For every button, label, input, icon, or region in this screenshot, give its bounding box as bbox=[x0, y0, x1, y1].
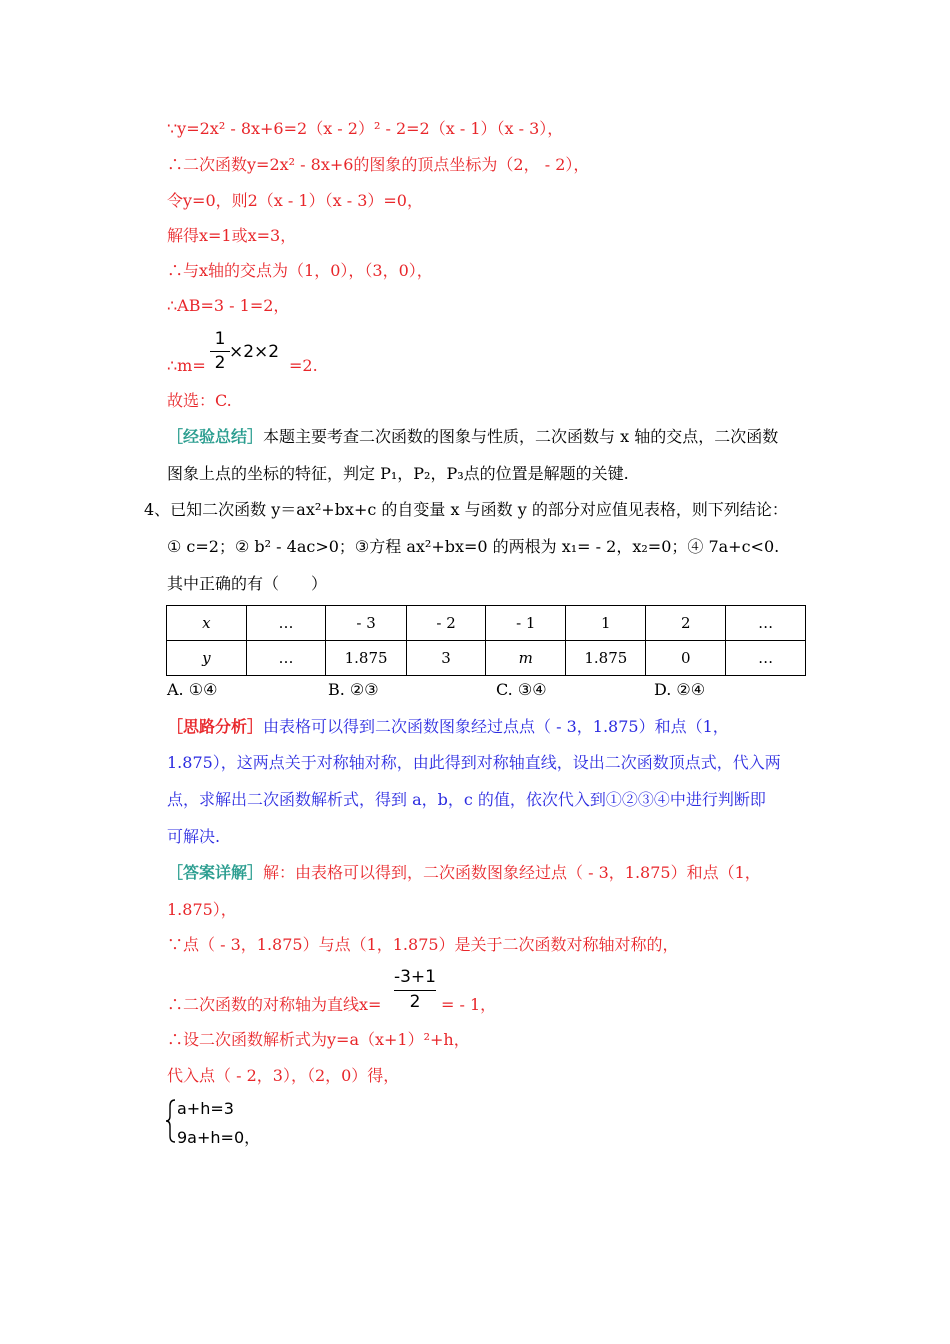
fraction-denominator: 2 bbox=[214, 353, 226, 373]
question-stem: 4、已知二次函数 y＝ax²+bx+c 的自变量 x 与函数 y 的部分对应值见表格，则下列结论： bbox=[144, 500, 788, 519]
analysis-line-3: 点，求解出二次函数解析式，得到 a，b，c 的值，依次代入到①②③④中进行判断即 bbox=[167, 790, 766, 809]
table-cell: 1 bbox=[566, 606, 646, 641]
table-cell: m bbox=[486, 641, 566, 676]
table-row bbox=[167, 641, 806, 676]
system-brace bbox=[165, 1098, 177, 1144]
table-cell: y bbox=[167, 641, 247, 676]
solution-line-4: 解得x=1或x=3， bbox=[167, 226, 297, 245]
answer-line-3: ∵点（ - 3，1.875）与点（1，1.875）是关于二次函数对称轴对称的， bbox=[167, 935, 679, 954]
table-cell: - 3 bbox=[326, 606, 406, 641]
table-cell: … bbox=[246, 606, 326, 641]
answer-line-2: 1.875）， bbox=[167, 900, 237, 919]
solution-line-7-suffix: =2. bbox=[289, 356, 318, 375]
solution-line-3: 令y=0，则2（x - 1）（x - 3）=0， bbox=[167, 191, 423, 210]
table-cell: - 2 bbox=[406, 606, 486, 641]
table-row bbox=[167, 606, 806, 641]
table-cell: x bbox=[167, 606, 247, 641]
table-cell: 1.875 bbox=[566, 641, 646, 676]
table-cell: … bbox=[726, 641, 806, 676]
answer-line-4-suffix: = - 1， bbox=[441, 995, 497, 1014]
option-a: A. ①④ bbox=[167, 680, 218, 699]
answer-choice-line: 故选：C. bbox=[167, 391, 232, 410]
question-prompt: 其中正确的有（ ） bbox=[167, 574, 328, 593]
solution-line-1: ∵y=2x² - 8x+6=2（x - 2）² - 2=2（x - 1）（x - 3）， bbox=[167, 119, 564, 138]
value-table bbox=[166, 605, 806, 676]
table-cell: - 1 bbox=[486, 606, 566, 641]
answer-line-4-prefix: ∴二次函数的对称轴为直线x= bbox=[167, 995, 382, 1014]
option-c: C. ③④ bbox=[496, 680, 547, 699]
system-equation-2: 9a+h=0， bbox=[177, 1128, 261, 1147]
summary-text-1: 本题主要考查二次函数的图象与性质，二次函数与 x 轴的交点，二次函数 bbox=[263, 427, 779, 446]
table-cell: 3 bbox=[406, 641, 486, 676]
answer-line-5: ∴设二次函数解析式为y=a（x+1）²+h， bbox=[167, 1030, 470, 1049]
solution-line-6: ∴AB=3 - 1=2， bbox=[167, 296, 290, 315]
axis-fraction-denominator: 2 bbox=[409, 992, 421, 1012]
fraction-numerator: 1 bbox=[214, 329, 226, 349]
axis-fraction-numerator: -3+1 bbox=[393, 967, 436, 987]
solution-line-2: ∴二次函数y=2x² - 8x+6的图象的顶点坐标为（2， - 2）， bbox=[167, 155, 590, 174]
table-cell: 0 bbox=[646, 641, 726, 676]
analysis-line-1 bbox=[167, 717, 729, 737]
axis-fraction-bar bbox=[394, 990, 436, 991]
system-equation-1: a+h=3 bbox=[177, 1099, 234, 1118]
solution-line-7-prefix: ∴m= bbox=[167, 356, 206, 375]
table-cell: … bbox=[726, 606, 806, 641]
table-cell: … bbox=[246, 641, 326, 676]
analysis-text-1: 由表格可以得到二次函数图象经过点点（ - 3，1.875）和点（1， bbox=[263, 717, 729, 736]
summary-line-2: 图象上点的坐标的特征，判定 P₁，P₂，P₃点的位置是解题的关键. bbox=[167, 464, 629, 483]
summary-line-1 bbox=[167, 427, 778, 447]
analysis-tag: ［思路分析］ bbox=[167, 717, 264, 736]
answer-tag: ［答案详解］ bbox=[167, 863, 264, 882]
table-cell: 2 bbox=[646, 606, 726, 641]
answer-line-1 bbox=[167, 863, 761, 883]
question-conclusions: ① c=2；② b² - 4ac>0；③方程 ax²+bx=0 的两根为 x₁= - 2，x₂=0；④ 7a+c<0. bbox=[167, 537, 780, 556]
fraction-bar bbox=[210, 351, 230, 352]
table-cell: 1.875 bbox=[326, 641, 406, 676]
option-d: D. ②④ bbox=[654, 680, 706, 699]
multiplication-expression: ×2×2 bbox=[229, 342, 280, 362]
answer-text-1: 解：由表格可以得到，二次函数图象经过点（ - 3，1.875）和点（1， bbox=[263, 863, 761, 882]
analysis-line-2: 1.875），这两点关于对称轴对称，由此得到对称轴直线，设出二次函数顶点式，代入两 bbox=[167, 753, 781, 772]
analysis-line-4: 可解决. bbox=[167, 827, 221, 846]
answer-line-6: 代入点（ - 2，3），（2，0）得， bbox=[167, 1066, 400, 1085]
option-b: B. ②③ bbox=[328, 680, 379, 699]
summary-tag: ［经验总结］ bbox=[167, 427, 264, 446]
solution-line-5: ∴与x轴的交点为（1，0），（3，0）， bbox=[167, 261, 433, 280]
